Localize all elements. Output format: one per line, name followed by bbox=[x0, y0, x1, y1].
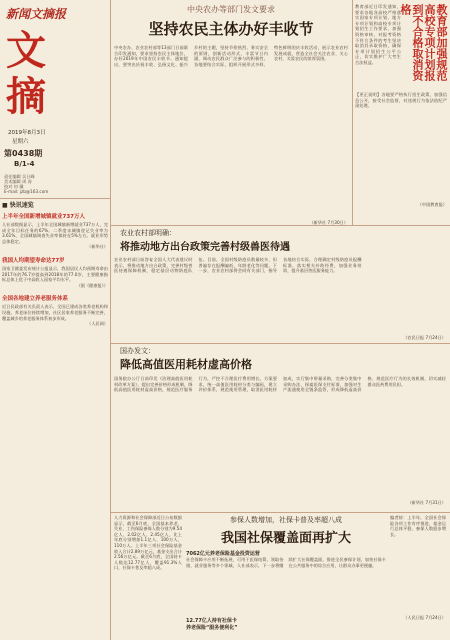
right-column bbox=[355, 4, 447, 222]
left-column-header: ■ 快讯速览 bbox=[2, 202, 34, 209]
issue-pages: B/1-4 bbox=[14, 160, 35, 168]
middle-story-kicker: 农业农村部明确： bbox=[120, 229, 176, 237]
left-item-3 bbox=[2, 294, 108, 326]
left-item-source: （据《健康报》） bbox=[76, 282, 108, 288]
top-story-title[interactable]: 坚持农民主体办好丰收节 bbox=[148, 20, 314, 38]
top-story bbox=[114, 4, 348, 225]
bottom-story-body2: 社会保障卡应用不断拓展，可用于医保结算、领取待遇、就业服务等多个领域。人社部表示，下一步将继续扩大社保覆盖面，推进全民参保计划，加快社保卡在公共服务中的综合应用，让群众办事更便捷。 bbox=[186, 557, 386, 568]
middle-story-source: （农民日报 7月24日） bbox=[403, 335, 446, 340]
middle-story-body: 农业农村部日前答复全国人大代表建议时表示，将推动地方出台政策，完善村级兽医待遇保障机制，稳定基层动物防疫队伍。目前，全国村级防疫员数量较多，但普遍存在报酬偏低、年龄老化等问题。下一步，农业农村部将会同有关部门，指导各地结合实际，合理确定村级防疫员报酬标准，落实相关补助经费，加强业务培训，提升基层兽医服务能力。 bbox=[114, 257, 362, 274]
issue-weekday: 星期六 bbox=[12, 139, 29, 145]
masthead-info: 责任编辑 吴日峰 美术编辑 周 涛 校对 何 骥 E-mail: jzb@163.com bbox=[4, 174, 49, 194]
issue-date: 2019年8月3日 bbox=[8, 130, 46, 136]
left-item-source: （新华社） bbox=[87, 244, 108, 250]
masthead bbox=[0, 0, 110, 196]
right-column-body: 教育部近日印发通知，要求各地各高校严格落实国家专项计划、地方专项计划和高校专项计划招生工作要求，加强资格审核，对报考资格不符合条件的考生坚决取消其录取资格，确保专项计划招生公平公正，切实维护广大考生合法权益。 bbox=[355, 4, 401, 65]
left-item-1 bbox=[2, 212, 108, 250]
right-column-source: （中国教育报） bbox=[417, 202, 447, 207]
medical-story-kicker: 国办发文： bbox=[120, 347, 155, 355]
paper-name: 新闻文摘报 bbox=[6, 7, 67, 21]
bottom-story-kicker: 参保人数增加，社保卡普及率超八成 bbox=[230, 516, 342, 524]
right-column-title[interactable]: 教育部加强规范高校专项计划报到不合格取消资格 bbox=[399, 4, 448, 81]
left-item-title[interactable]: 我国人均期望寿命达77岁 bbox=[2, 257, 65, 264]
top-story-source: （新华社 7月30日） bbox=[309, 220, 348, 225]
middle-story-title[interactable]: 将推动地方出台政策完善村级兽医待遇 bbox=[120, 242, 290, 253]
left-item-body: 近日民政部有关负责人表示，全国已建成各类养老机构和设施，养老床位持续增加，社区居家养老服务不断完善，覆盖城乡的养老服务体系初步形成。 bbox=[2, 304, 108, 321]
medical-story bbox=[114, 346, 446, 508]
middle-story bbox=[114, 228, 446, 340]
medical-story-title[interactable]: 降低高值医用耗材虚高价格 bbox=[120, 358, 252, 371]
left-item-2 bbox=[2, 256, 108, 288]
bottom-story-title[interactable]: 我国社保覆盖面再扩大 bbox=[220, 531, 351, 546]
bottom-story-source: （人民日报 7月24日） bbox=[403, 615, 446, 620]
logo-text: 文摘 bbox=[6, 27, 46, 120]
left-column bbox=[2, 200, 108, 636]
left-item-title[interactable]: 全国各地建立养老服务体系 bbox=[2, 296, 69, 303]
left-item-body: 人社部数据显示，上半年全国城镇新增就业737万人，完成全年目标任务的67%。二季度末城镇登记失业率为3.61%，全国城镇调查失业率保持在5%左右。就业形势总体稳定。 bbox=[2, 222, 108, 244]
right-column-body2: 【更正说明】各地要严格执行招生政策，加强信息公开，接受社会监督，对违规行为依法依纪严肃处理。 bbox=[355, 92, 447, 109]
left-item-source: （人民网） bbox=[87, 321, 108, 327]
bottom-story-body: 人力资源和社会保障部近日公布数据显示，截至6月底，全国基本养老、失业、工伤保险参保人数分别为9.54亿人、2.02亿人、2.45亿人，比上年底分别增加1.1亿人、100万人、110万人。上半年三项社会保险基金收入合计2.89万亿元，基金支出合计2.56万亿元。截至6月底，全国持卡人数达12.77亿人，覆盖91.3%人口，社保卡普及率超八成。 bbox=[114, 515, 182, 571]
left-item-title[interactable]: 上半年全国新增城镇就业737万人 bbox=[2, 214, 85, 220]
medical-story-source: （新华社 7月31日） bbox=[407, 500, 446, 505]
medical-story-body: 国务院办公厅日前印发《治理高值医用耗材改革方案》，提出完善价格形成机制，降低高值医用耗材虚高价格，规范医疗服务行为，严控不合理医疗费用增长。方案要求，统一高值医用耗材分类与编码，建立评价体系，规范使用管理，取消医用耗材加成，实行集中带量采购，完善分类集中采购办法，探索医保支付标准，加强对生产流通使用全链条监管，形成降低虚高价格、规范医疗行为的长效机制，切实减轻群众医药费用负担。 bbox=[114, 376, 446, 393]
bottom-subhead: 12.77亿人持有社保卡 bbox=[186, 618, 237, 624]
bottom-subhead: 养老保险“服务便利化” bbox=[186, 625, 238, 631]
top-story-body: 中央农办、农业农村部等13部门日前联合印发通知，要求坚持农民主体地位，办好2019年中国农民丰收节。通知提出，要突出庆祝丰收、弘扬文化、振兴乡村的主题，坚持节俭热烈、务实安全的原则，创新活动形式，丰富节日内涵，调动农民群众广泛参与的积极性。各地要结合实际，组织开展形式多样、特色鲜明的庆丰收活动，展示农业农村发展成就，营造全社会关注农业、关心农村、关爱农民的浓厚氛围。 bbox=[114, 45, 348, 67]
bottom-story bbox=[114, 515, 446, 637]
bottom-side-note: 编者按：上半年，全国社会保险各项工作有序推进，基金运行总体平稳，参保人数稳步增长。 bbox=[390, 515, 446, 537]
left-item-body: 国家卫健委发布统计公报显示，我国居民人均预期寿命由2017年的76.7岁提高到2018年的77.0岁，主要健康指标总体上优于中高收入国家平均水平。 bbox=[2, 265, 108, 283]
top-story-kicker: 中央农办等部门发文要求 bbox=[187, 5, 275, 14]
issue-number: 第0438期 bbox=[4, 149, 43, 158]
bottom-subhead: 7062亿元养老保险基金投资运营 bbox=[186, 551, 260, 557]
